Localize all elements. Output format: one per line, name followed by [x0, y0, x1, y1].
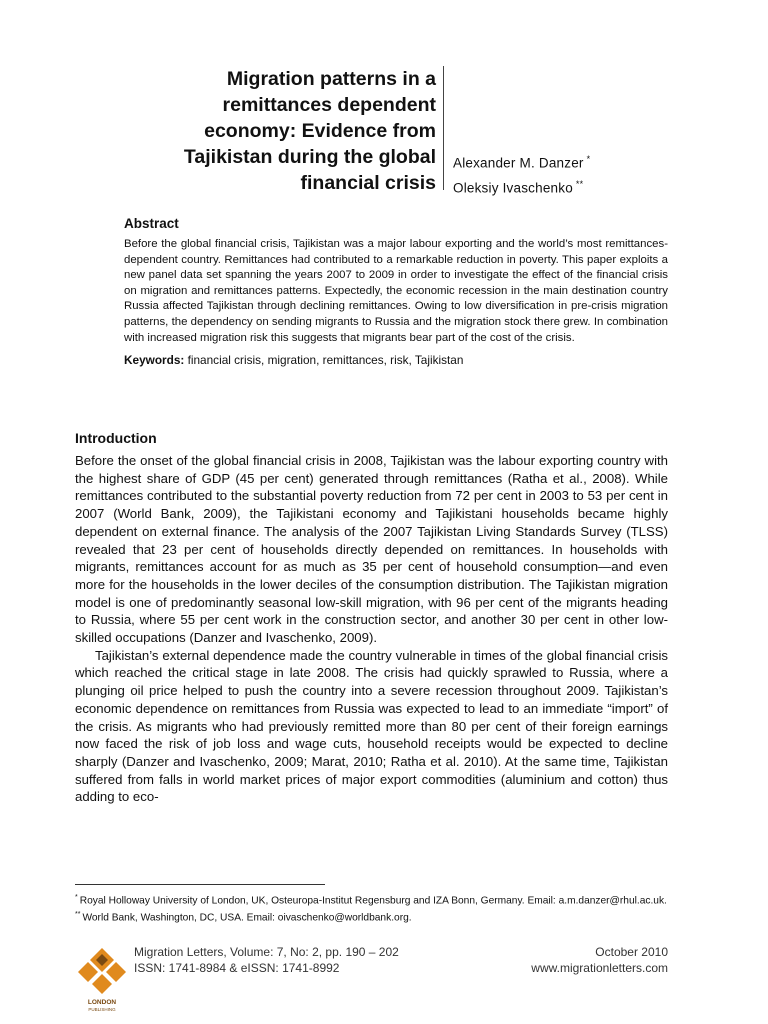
footer-date-web — [531, 944, 668, 976]
keywords-list: financial crisis, migration, remittances, risk, Tajikistan — [187, 353, 464, 368]
author-name: Oleksiy Ivaschenko — [453, 180, 573, 195]
title-line: remittances dependent — [222, 94, 436, 116]
body-paragraph: Before the onset of the global financial crisis in 2008, Tajikistan was the labour exporting country with the highest share of GDP (45 per cent) generated through remittances (Ratha et al., 2008). While remittances contributed to the substantial poverty reduction from 72 per cent in 2003 to 53 per cent in 2007 (World Bank, 2009), the Tajikistani economy and Tajikistani households became highly dependent on external finance. The analysis of the 2007 Tajikistan Living Standards Survey (TLSS) revealed that 23 per cent of households directly depended on remittances. In households with migrants, remittances account for as much as 35 per cent of household consumption—and even more for the households in the lower deciles of the consumption distribution. The Tajikistan migration model is one of predominantly seasonal low-skill migration, with 96 per cent of the migrants heading to Russia, where 55 per cent work in the construction sector, and another 30 per cent in other low-skilled occupations (Danzer and Ivaschenko, 2009). — [75, 453, 668, 646]
title-line: Tajikistan during the global — [183, 146, 436, 168]
author-name: Alexander M. Danzer — [453, 155, 584, 171]
body-paragraph: Tajikistan’s external dependence made the country vulnerable in times of the global financial crisis which reached the critical stage in late 2008. The crisis had quickly sprawled to Russia, where a plunging oil price helped to push the country into a severe recession throughout 2009. Tajikistan’s economic dependence on remittances from Russia was expected to lead to an immediate “import” of the crisis. As migrants who had previously remitted more than 80 per cent of their foreign earnings now faced the risk of job loss and wage cuts, household receipts would be expected to decline sharply (Danzer and Ivaschenko, 2009; Marat, 2010; Ratha et al. 2010). At the same time, Tajikistan suffered from falls in world market prices of major export commodities (aluminium and cotton) thus adding to eco- — [75, 647, 668, 805]
footnote-text: World Bank, Washington, DC, USA. Email: oivaschenko@worldbank.org. — [82, 911, 412, 923]
issue-date: October 2010 — [595, 945, 668, 959]
title-line: Migration patterns in a — [226, 68, 436, 90]
keywords-label: Keywords: — [124, 353, 185, 368]
title-line: economy: Evidence from — [204, 120, 436, 142]
logo-text-top: LONDON — [87, 999, 117, 1006]
paper-title — [110, 66, 436, 196]
introduction-section — [75, 430, 668, 806]
author-list — [453, 149, 590, 198]
publisher-logo — [78, 944, 126, 1014]
journal-citation: Migration Letters, Volume: 7, No: 2, pp. 190 – 202 — [134, 945, 399, 959]
title-divider — [443, 66, 444, 190]
journal-website: www.migrationletters.com — [531, 961, 668, 975]
footnote-rule — [75, 884, 325, 885]
author-item — [453, 149, 590, 174]
abstract-heading: Abstract — [124, 216, 179, 231]
author-mark: * — [586, 154, 591, 164]
author-item — [453, 174, 590, 199]
abstract-section — [124, 216, 668, 367]
footnote-mark: ** — [75, 910, 81, 918]
introduction-heading: Introduction — [75, 430, 157, 446]
footer-journal-info — [134, 944, 399, 976]
footnote-text: Royal Holloway University of London, UK, Osteuropa-Institut Regensburg and IZA Bonn, Germany. Email: a.m.danzer@rhul.ac.uk. — [79, 895, 667, 907]
footnote — [75, 908, 668, 925]
footnotes — [75, 891, 668, 924]
keywords — [124, 353, 668, 367]
issn: ISSN: 1741-8984 & eISSN: 1741-8992 — [134, 961, 340, 975]
author-mark: ** — [575, 178, 584, 189]
footnote — [75, 891, 668, 908]
logo-text-bottom: PUBLISHING — [88, 1007, 116, 1012]
title-line: financial crisis — [300, 172, 436, 194]
footnote-mark: * — [75, 894, 78, 901]
abstract-text: Before the global financial crisis, Tajikistan was a major labour exporting and the world’s most remittances-dependent country. Remittances had contributed to a remarkable reduction in poverty. This paper exploits a new panel data set spanning the years 2007 to 2009 in order to investigate the effect of the financial crisis on migration and remittances patterns. Expectedly, the economic recession in the main destination country Russia affected Tajikistan through declining remittances. Owing to low diversification in pre-crisis migration patterns, the dependency on sending migrants to Russia and the migration stock there grew. In combination with increased migration risk this suggests that migrants bear part of the cost of the crisis. — [124, 238, 668, 344]
